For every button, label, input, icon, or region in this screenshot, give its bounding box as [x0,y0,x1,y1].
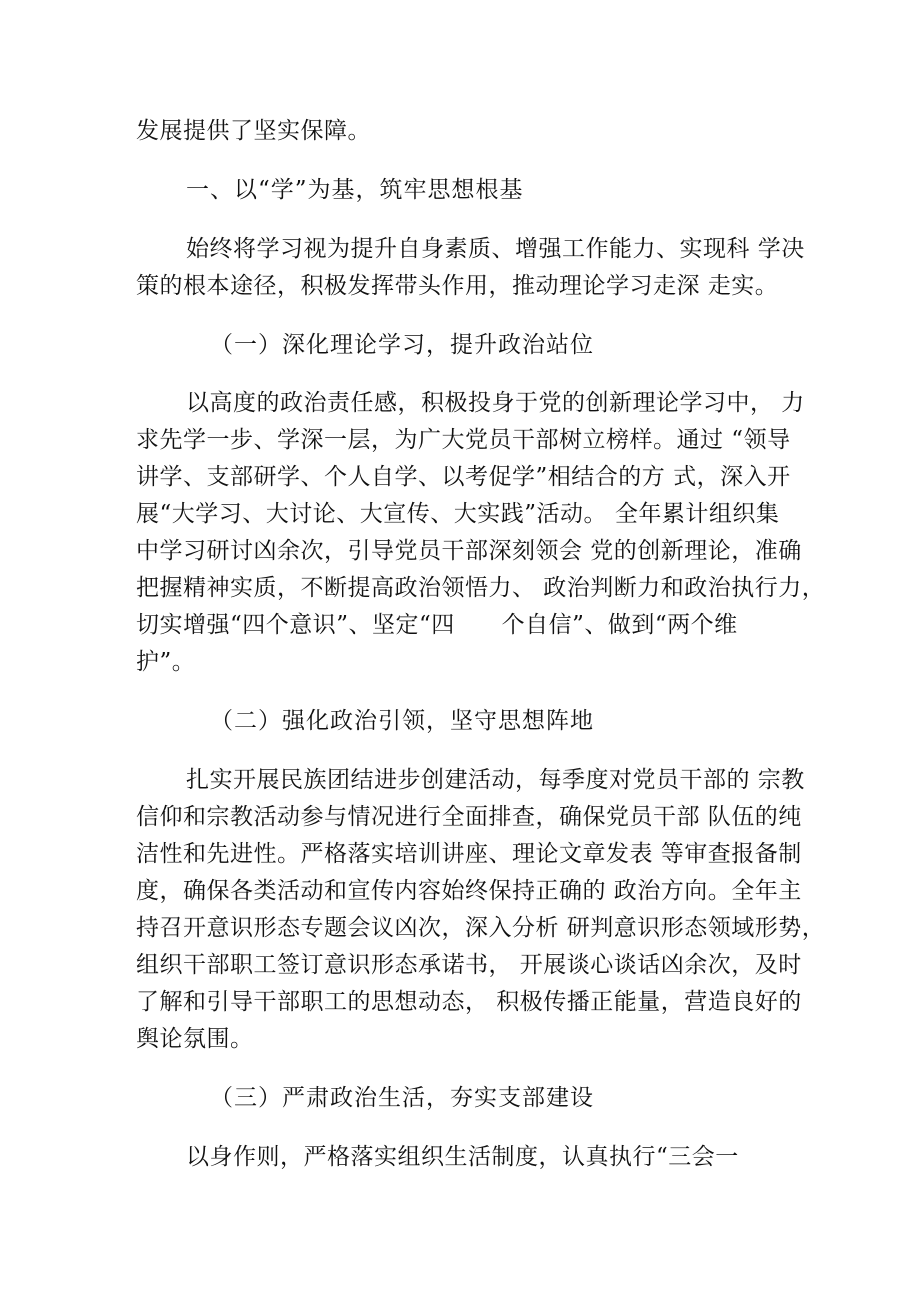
paragraph-line: 展“大学习、大讨论、大宣传、大实践”活动。 全年累计组织集 [136,501,780,527]
paragraph-line: 以身作则，严格落实组织生活制度，认真执行“三会一 [186,1144,739,1170]
paragraph-line: 讲学、支部研学、个人自学、以考促学”相结合的方 式，深入开 [136,464,791,490]
paragraph-line: 组织干部职工签订意识形态承诺书， 开展谈心谈话凶余次，及时 [136,952,802,978]
paragraph-line: 了解和引导干部职工的思想动态， 积极传播正能量，营造良好的 [136,989,802,1015]
paragraph-line: 信仰和宗教活动参与情况进行全面排查，确保党员干部 队伍的纯 [136,804,802,830]
subsection-heading: （二）强化政治引领，坚守思想阵地 [210,708,594,734]
paragraph-line: 发展提供了坚实保障。 [136,118,371,144]
subsection-heading: （一）深化理论学习，提升政治站位 [210,332,594,358]
paragraph-line: 始终将学习视为提升自身素质、增强工作能力、实现科 学决 [186,236,805,262]
paragraph-line: 求先学一步、学深一层，为广大党员干部树立榜样。通过 “领导 [136,427,791,453]
paragraph-line: 中学习研讨凶余次，引导党员干部深刻领会 党的创新理论，准确 [136,538,802,564]
paragraph-line: 度，确保各类活动和宣传内容始终保持正确的 政治方向。全年主 [136,878,802,904]
paragraph-line: 扎实开展民族团结进步创建活动，每季度对党员干部的 宗教 [186,767,805,793]
paragraph-line: 洁性和先进性。严格落实培训讲座、理论文章发表 等审查报备制 [136,841,802,867]
paragraph-line: 以高度的政治责任感，积极投身于党的创新理论学习中， 力 [186,390,805,416]
paragraph-line: 策的根本途径，积极发挥带头作用，推动理论学习走深 走实。 [136,273,779,299]
paragraph-line: 持召开意识形态专题会议凶次，深入分析 研判意识形态领域形势， [136,915,826,941]
paragraph-line: 舆论氛围。 [136,1026,254,1052]
paragraph-line: 护”。 [136,649,196,675]
section-heading: 一、以“学”为基，筑牢思想根基 [186,177,524,203]
paragraph-line: 切实增强“四个意识”、坚定“四 个自信”、做到“两个维 [136,612,738,638]
paragraph-line: 把握精神实质，不断提高政治领悟力、 政治判断力和政治执行力， [136,575,826,601]
subsection-heading: （三）严肃政治生活，夯实支部建设 [210,1085,594,1111]
